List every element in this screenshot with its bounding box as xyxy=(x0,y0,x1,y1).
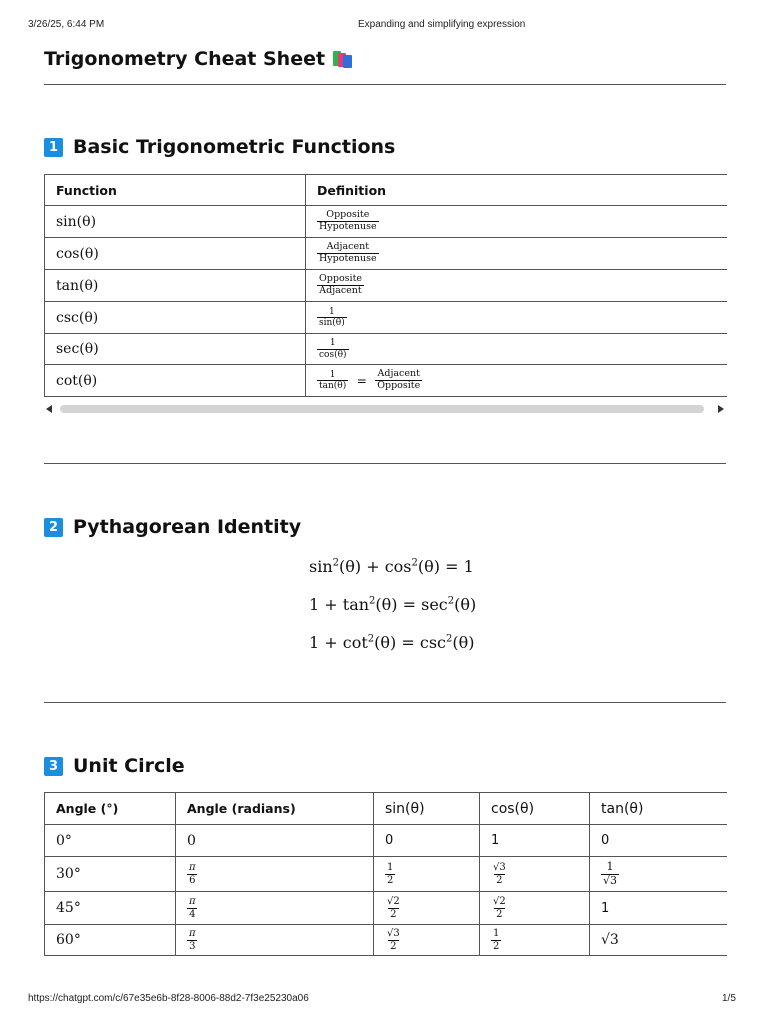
table-row xyxy=(45,270,727,302)
column-header: cos(θ) xyxy=(480,793,590,825)
definition-cell xyxy=(306,206,727,238)
fraction: $\frac{1}{\tan(\theta)}$ xyxy=(319,369,347,391)
tan-cell: √3 xyxy=(590,925,727,956)
number-badge: 1 xyxy=(44,138,63,157)
column-header: Function xyxy=(45,175,306,206)
identity-equation: $1 + \cot^2(\theta) = \csc^2(\theta)$ xyxy=(309,633,475,652)
function-cell: tan(θ) xyxy=(45,270,306,302)
column-header: Definition xyxy=(306,175,727,206)
cos-cell: $\frac{1}{2}$ xyxy=(480,925,590,956)
column-header: Angle (°) xyxy=(45,793,176,825)
table-row xyxy=(45,238,727,270)
equals-sign: = xyxy=(356,373,367,388)
radian-cell: 0 xyxy=(176,825,374,857)
definition-cell xyxy=(306,270,727,302)
column-header: tan(θ) xyxy=(590,793,727,825)
scroll-right-arrow-icon[interactable] xyxy=(718,405,724,413)
degree-cell: 45° xyxy=(45,892,176,925)
function-cell: cot(θ) xyxy=(45,365,306,397)
degree-cell: 60° xyxy=(45,925,176,956)
unit-circle-table xyxy=(44,792,727,956)
degree-cell: 0° xyxy=(45,825,176,857)
definition-cell xyxy=(306,365,727,397)
print-url: https://chatgpt.com/c/67e35e6b-8f28-8006-88d2-7f3e25230a06 xyxy=(28,993,309,1004)
function-cell: sin(θ) xyxy=(45,206,306,238)
table-row xyxy=(45,857,727,892)
column-header: sin(θ) xyxy=(374,793,480,825)
horizontal-scrollbar[interactable] xyxy=(44,402,726,416)
definition-cell xyxy=(306,334,727,365)
identity-equation: $\sin^2(\theta) + \cos^2(\theta) = 1$ xyxy=(309,557,474,576)
sin-cell: $\frac{√3}{2}$ xyxy=(374,925,480,956)
tan-cell: 1 xyxy=(590,892,727,925)
function-cell: csc(θ) xyxy=(45,302,306,334)
cos-cell: $\frac{√2}{2}$ xyxy=(480,892,590,925)
divider xyxy=(44,463,726,464)
fraction: $\frac{\text{Opposite}}{\text{Adjacent}}$ xyxy=(319,273,363,296)
page-title-row xyxy=(44,48,353,70)
scrollbar-thumb[interactable] xyxy=(60,405,704,413)
radian-cell: $\frac{\pi}{4}$ xyxy=(176,892,374,925)
degree-cell: 30° xyxy=(45,857,176,892)
column-header: Angle (radians) xyxy=(176,793,374,825)
section-heading-unit-circle xyxy=(44,755,185,777)
sin-cell: $\frac{√2}{2}$ xyxy=(374,892,480,925)
fraction: $\frac{\text{Opposite}}{\text{Hypotenuse}}$ xyxy=(319,209,377,232)
identity-equation: $1 + \tan^2(\theta) = \sec^2(\theta)$ xyxy=(309,595,477,614)
section-title: Pythagorean Identity xyxy=(73,516,302,538)
radian-cell: $\frac{\pi}{6}$ xyxy=(176,857,374,892)
table-header-row xyxy=(45,793,727,825)
divider xyxy=(44,702,726,703)
print-doc-title: Expanding and simplifying expression xyxy=(358,19,526,30)
fraction: $\frac{1}{\sin(\theta)}$ xyxy=(319,306,345,328)
number-badge: 2 xyxy=(44,518,63,537)
section-title: Basic Trigonometric Functions xyxy=(73,136,396,158)
books-icon xyxy=(333,50,353,68)
definition-cell xyxy=(306,238,727,270)
cos-cell: 1 xyxy=(480,825,590,857)
fraction: $\frac{\text{Adjacent}}{\text{Opposite}}$ xyxy=(377,368,421,391)
number-badge: 3 xyxy=(44,757,63,776)
basic-functions-table xyxy=(44,174,727,397)
table-row xyxy=(45,206,727,238)
radian-cell: $\frac{\pi}{3}$ xyxy=(176,925,374,956)
table-row xyxy=(45,365,727,397)
definition-cell xyxy=(306,302,727,334)
function-cell: sec(θ) xyxy=(45,334,306,365)
fraction: $\frac{\text{Adjacent}}{\text{Hypotenuse}}$ xyxy=(319,241,377,264)
page-title: Trigonometry Cheat Sheet xyxy=(44,48,326,70)
sin-cell: 0 xyxy=(374,825,480,857)
table-row xyxy=(45,925,727,956)
section-heading-pythagorean xyxy=(44,516,301,538)
scroll-left-arrow-icon[interactable] xyxy=(46,405,52,413)
section-title: Unit Circle xyxy=(73,755,185,777)
cos-cell: $\frac{√3}{2}$ xyxy=(480,857,590,892)
table-row xyxy=(45,892,727,925)
fraction: $\frac{1}{\cos(\theta)}$ xyxy=(319,338,347,360)
print-page-number: 1/5 xyxy=(722,993,736,1004)
table-row xyxy=(45,334,727,365)
table-row xyxy=(45,825,727,857)
function-cell: cos(θ) xyxy=(45,238,306,270)
section-heading-basic-functions xyxy=(44,136,395,158)
table-header-row xyxy=(45,175,727,206)
tan-cell: 0 xyxy=(590,825,727,857)
divider xyxy=(44,84,726,85)
print-date: 3/26/25, 6:44 PM xyxy=(28,19,105,30)
table-row xyxy=(45,302,727,334)
sin-cell: $\frac{1}{2}$ xyxy=(374,857,480,892)
tan-cell: $\frac{1}{√3}$ xyxy=(590,857,727,892)
